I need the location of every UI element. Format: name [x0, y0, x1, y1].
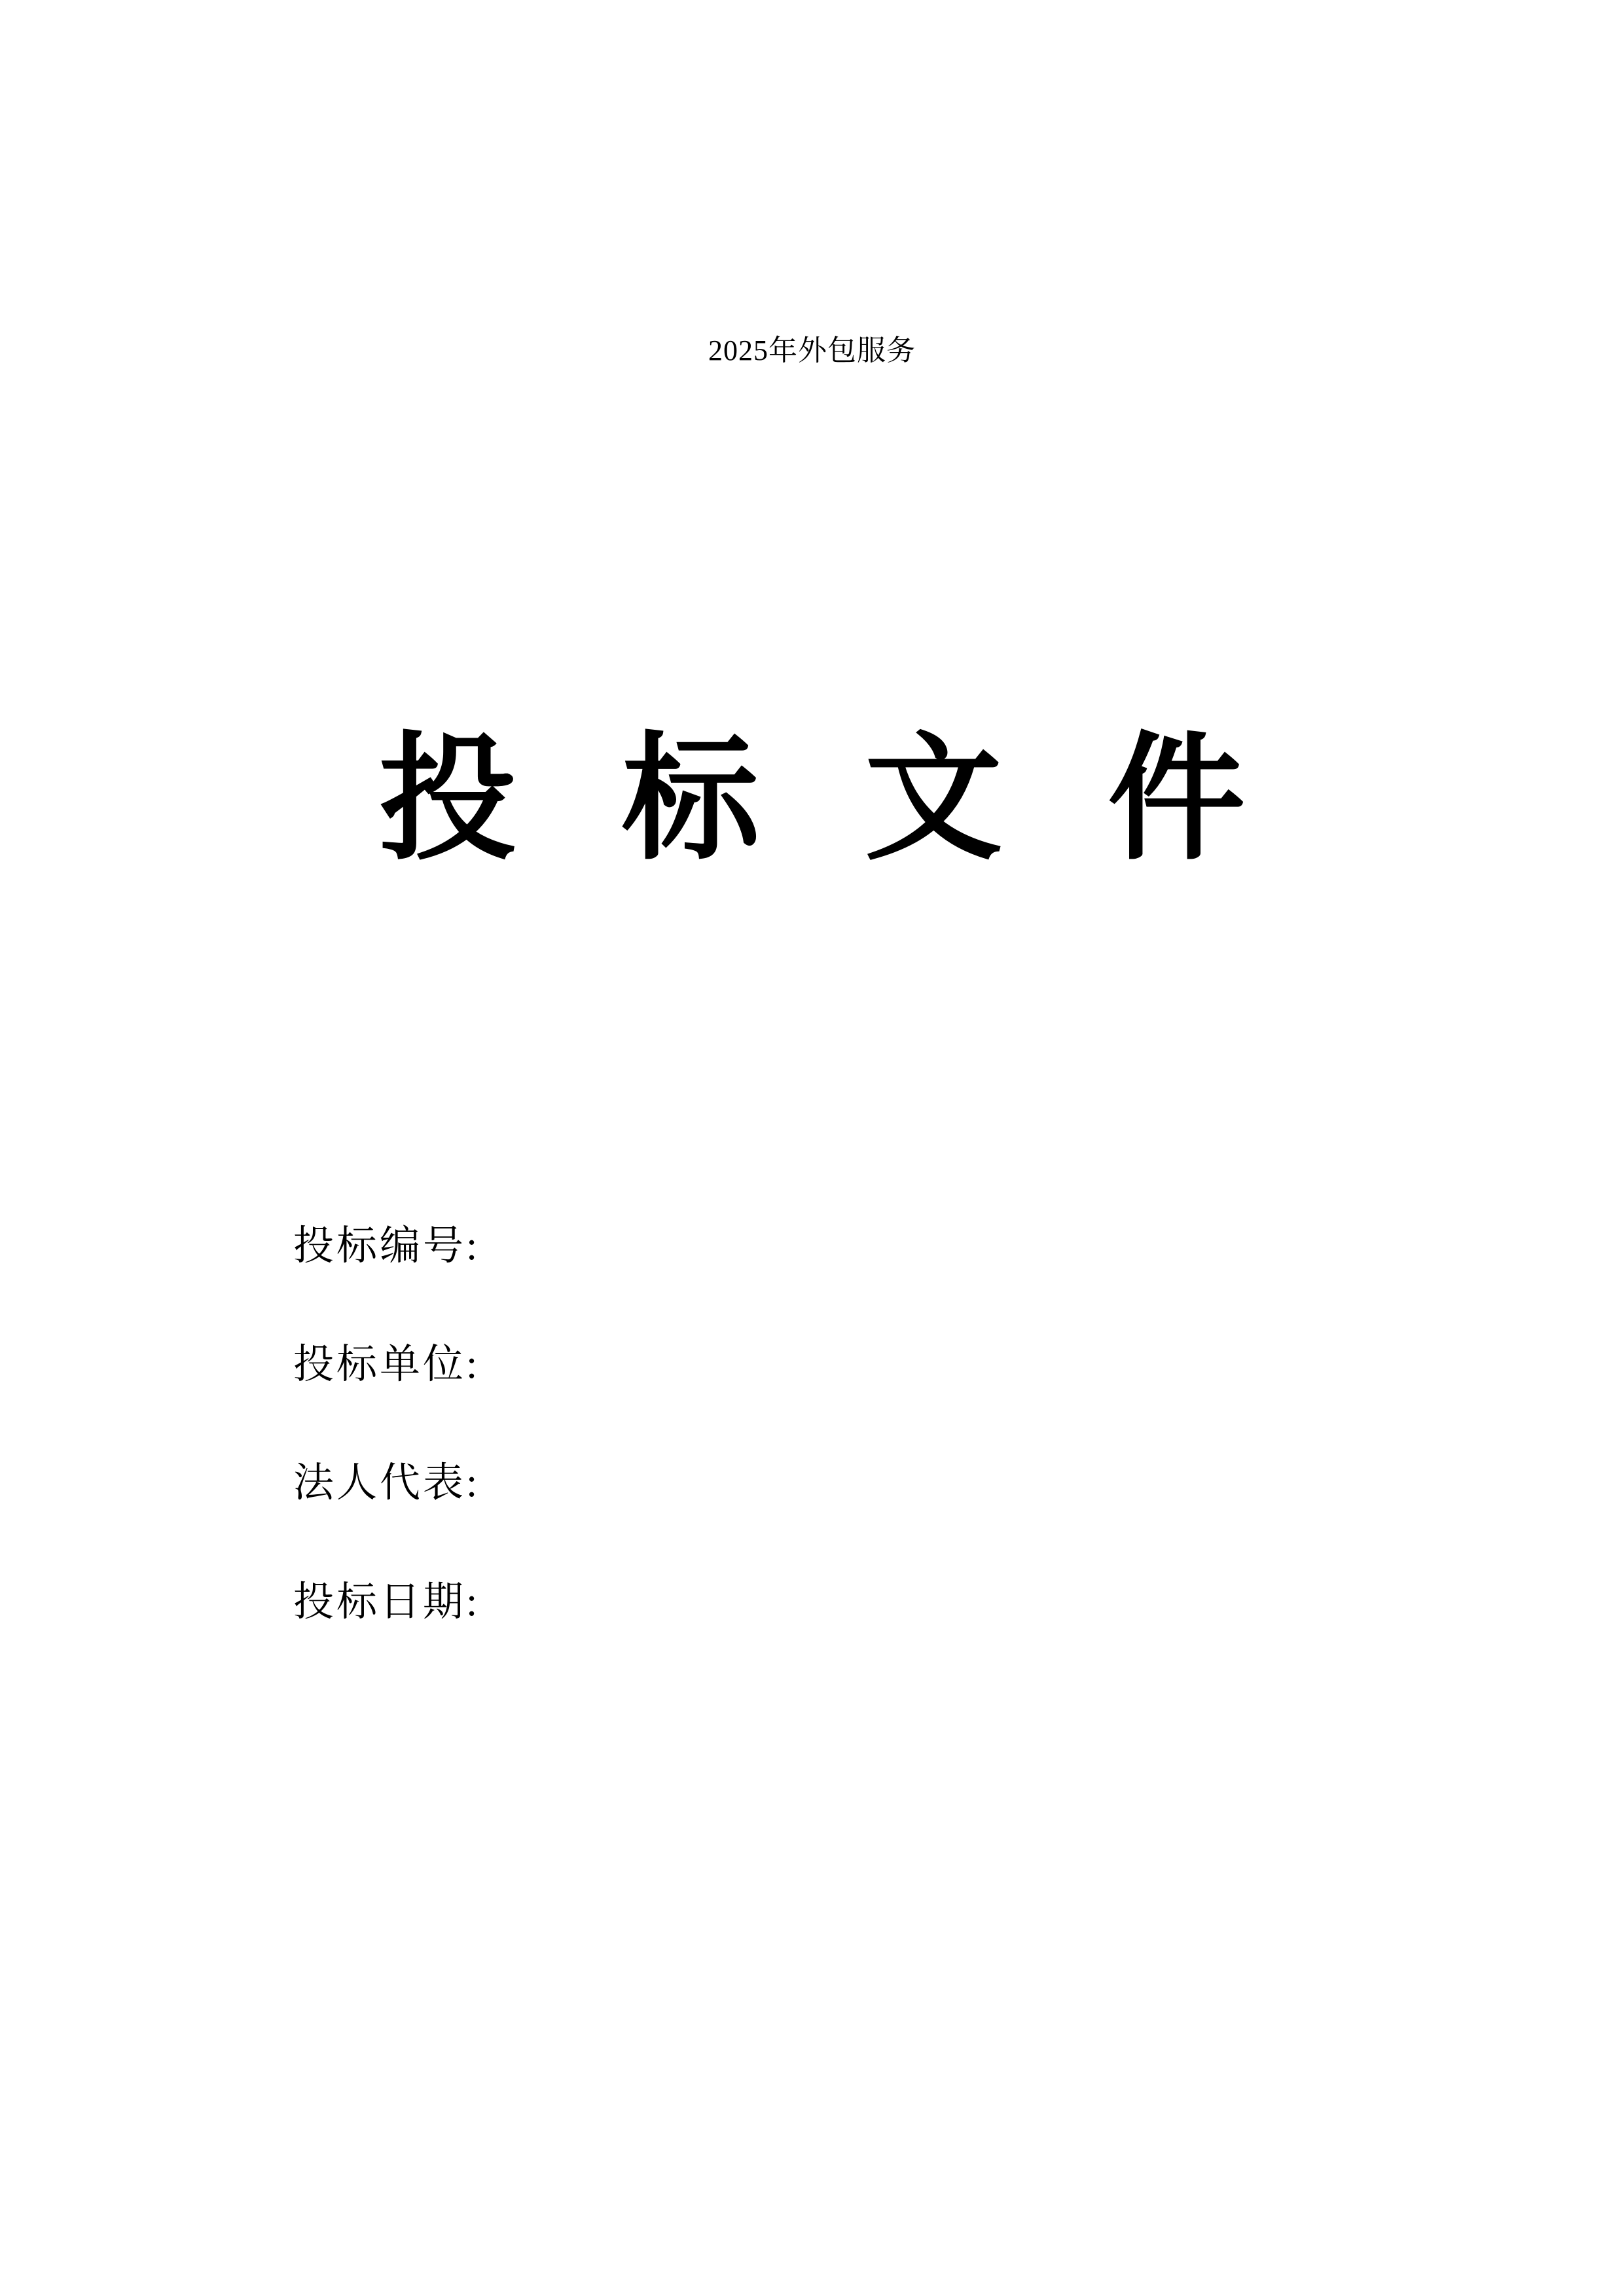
document-subtitle — [0, 334, 1624, 368]
field-row-bidder-unit — [293, 1342, 1341, 1387]
field-row-legal-representative — [293, 1461, 1341, 1505]
field-list — [293, 1224, 1341, 1624]
field-label-bidder-unit: 投标单位: — [293, 1342, 480, 1388]
field-row-bid-date — [293, 1580, 1341, 1624]
subtitle-text: 年外包服务 — [768, 334, 916, 367]
field-row-bid-number — [293, 1224, 1341, 1268]
field-label-legal-representative: 法人代表: — [293, 1461, 480, 1506]
document-title: 投 标 文 件 — [378, 719, 1274, 879]
field-label-bid-number: 投标编号: — [293, 1224, 480, 1268]
field-label-bid-date: 投标日期: — [293, 1579, 480, 1624]
subtitle-year: 2025 — [708, 334, 768, 367]
